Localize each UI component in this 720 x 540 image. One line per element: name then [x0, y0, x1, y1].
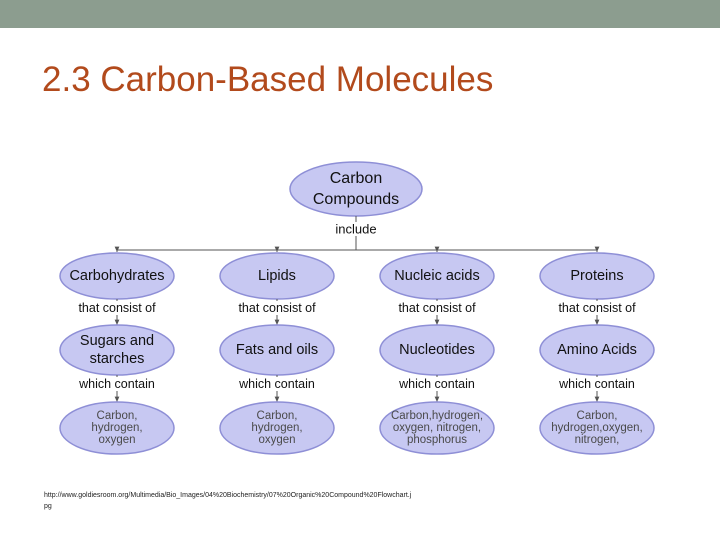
- link-consist: that consist of: [78, 301, 156, 315]
- elements-label: oxygen: [258, 434, 296, 446]
- elements-label: Carbon,: [256, 410, 298, 422]
- link-contain: which contain: [79, 377, 155, 391]
- link-consist: that consist of: [398, 301, 476, 315]
- elements-label: hydrogen,: [251, 422, 303, 434]
- link-consist: that consist of: [238, 301, 316, 315]
- category-label: Proteins: [570, 268, 624, 284]
- link-contain: which contain: [559, 377, 635, 391]
- link-consist: that consist of: [558, 301, 636, 315]
- source-citation: http://www.goldiesroom.org/Multimedia/Bio_Images/04%20Biochemistry/07%20Organic%20Compound%20Flowchart.jpg: [44, 492, 412, 510]
- building-block-label: Fats and oils: [235, 342, 319, 358]
- elements-label: Carbon,hydrogen,: [390, 410, 484, 422]
- building-block-label: Nucleotides: [399, 342, 475, 358]
- building-block-label: starches: [89, 351, 145, 367]
- category-label: Nucleic acids: [394, 268, 480, 284]
- elements-label: Carbon,: [96, 410, 138, 422]
- elements-label: phosphorus: [406, 434, 468, 446]
- building-block-label: Sugars and: [79, 333, 155, 349]
- link-include: include: [335, 221, 377, 237]
- link-contain: which contain: [399, 377, 475, 391]
- elements-label: oxygen: [98, 434, 136, 446]
- root-label: Carbon: [329, 170, 383, 187]
- slide-title: 2.3 Carbon-Based Molecules: [42, 60, 494, 99]
- root-label: Compounds: [312, 191, 400, 208]
- elements-label: nitrogen,: [574, 434, 620, 446]
- elements-label: hydrogen,: [91, 422, 143, 434]
- link-contain: which contain: [239, 377, 315, 391]
- elements-label: oxygen, nitrogen,: [392, 422, 482, 434]
- category-label: Lipids: [258, 268, 296, 284]
- building-block-label: Amino Acids: [557, 342, 637, 358]
- category-label: Carbohydrates: [69, 268, 165, 284]
- elements-label: hydrogen,oxygen,: [551, 422, 643, 434]
- elements-label: Carbon,: [576, 410, 618, 422]
